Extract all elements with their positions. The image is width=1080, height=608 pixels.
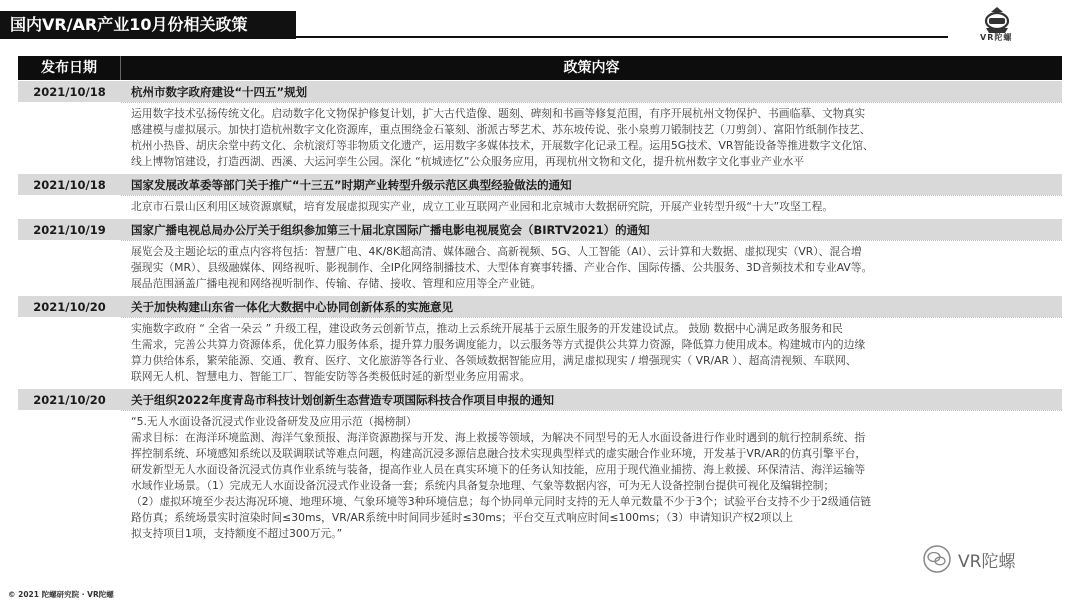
row-body-line: 需求目标：在海洋环境监测、海洋气象预报、海洋资源勘探与开发、海上救援等领域，为解决不同型号的无人水面设备进行作业时遇到的航行控制系统、指 xyxy=(131,431,866,444)
watermark xyxy=(922,542,1050,576)
row-title: 关于加快构建山东省一体化大数据中心协同创新体系的实施意见 xyxy=(131,300,453,314)
logo-text: VR陀螺 xyxy=(980,33,1013,42)
row-body-line: 运用数字技术弘扬传统文化。启动数字化文物保护修复计划，扩大古代造像、题刻、碑刻和书画等修复范围，有序开展杭州文物保护、书画临摹、文物真实 xyxy=(131,107,866,120)
row-date: 2021/10/18 xyxy=(33,85,106,99)
row-body-line: 感建模与虚拟展示。加快打造杭州数字文化资源库，重点围绕金石篆刻、浙派古琴艺术、苏东坡传说、张小泉剪刀锻制技艺（刀剪剑）、富阳竹纸制作技艺、 xyxy=(131,123,871,136)
page-title: 国内VR/AR产业10月份相关政策 xyxy=(0,11,296,39)
wechat-icon xyxy=(922,544,952,574)
footer-copyright: © 2021 陀螺研究院 · VR陀螺 xyxy=(8,590,114,599)
row-body xyxy=(18,317,1062,388)
row-date: 2021/10/19 xyxy=(33,223,106,237)
row-body xyxy=(18,410,1062,545)
row-title: 关于组织2022年度青岛市科技计划创新生态营造专项国际科技合作项目申报的通知 xyxy=(131,393,555,407)
row-body xyxy=(18,240,1062,295)
row-body-line: 挥控制系统、环境感知系统以及联调联试等难点问题，构建高沉浸多源信息融合技术实现典型样式的虚实融合作业环境，开发基于VR/AR的仿真引擎平台， xyxy=(131,447,867,460)
row-body-line: 强现实（MR）、县级融媒体、网络视听、影视制作、全IP化网络制播技术、大型体育赛事转播、产业合作、国际传播、公共服务、3D音频技术和专业AV等。 xyxy=(131,261,873,274)
row-title: 国家广播电视总局办公厅关于组织参加第三十届北京国际广播电影电视展览会（BIRTV2021）的通知 xyxy=(131,223,650,237)
row-date: 2021/10/20 xyxy=(33,300,106,314)
row-body-line: 展览会及主题论坛的重点内容将包括：智慧广电、4K/8K超高清、媒体融合、高新视频、5G、人工智能（AI）、云计算和大数据、虚拟现实（VR）、混合增 xyxy=(131,245,862,258)
row-body xyxy=(18,102,1062,173)
policy-table xyxy=(18,56,1062,545)
table-header-row xyxy=(18,56,1062,80)
row-title: 国家发展改革委等部门关于推广“十三五”时期产业转型升级示范区典型经验做法的通知 xyxy=(131,178,572,192)
row-body-line: 杭州小热昏、胡庆余堂中药文化、余杭滚灯等非物质文化遗产，运用数字多媒体技术，开展数字化记录工程。运用5G技术、VR智能设备等推进数字文化馆、 xyxy=(131,139,874,152)
row-body-line: 实施数字政府 “ 全省一朵云 ” 升级工程，建设政务云创新节点，推动上云系统开展基于云原生服务的开发建设试点。 鼓励 数据中心满足政务服务和民 xyxy=(131,322,843,335)
column-header-date: 发布日期 xyxy=(18,56,121,80)
table-row xyxy=(18,218,1062,240)
table-row xyxy=(18,295,1062,317)
row-body-line: 算力供给体系，繁荣能源、交通、教育、医疗、文化旅游等各行业、各领域数据智能应用，满足虚拟现实 / 增强现实（ VR/AR ）、超高清视频、车联网、 xyxy=(131,354,857,367)
title-underline xyxy=(296,36,948,38)
row-body-line: 路仿真；系统场景实时渲染时间≤30ms，VR/AR系统中时间同步延时≤30ms；平台交互式响应时间≤100ms；（3）申请知识产权2项以上 xyxy=(131,511,794,524)
row-body-line: 展品范围涵盖广播电视和网络视听制作、传输、存储、接收、管理和应用等全产业链。 xyxy=(131,277,542,290)
table-row xyxy=(18,173,1062,195)
row-body-line: 研发新型无人水面设备沉浸式仿真作业系统与装备，提高作业人员在真实环境下的任务认知技能，应用于现代渔业捕捞、海上救援、环保清洁、海洋运输等 xyxy=(131,463,866,476)
row-body-line: 联网无人机、智慧电力、智能工厂、智能安防等各类极低时延的新型业务应用需求。 xyxy=(131,370,531,383)
row-title: 杭州市数字政府建设“十四五”规划 xyxy=(131,85,308,99)
row-body-line: 水域作业场景。（1）完成无人水面设备沉浸式作业设备一套；系统内具备复杂地理、气象等数据内容，可为无人设备控制台提供可视化及编辑控制； xyxy=(131,479,835,492)
row-body-line: 北京市石景山区利用区域资源禀赋，培育发展虚拟现实产业，成立工业互联网产业园和北京城市大数据研究院，开展产业转型升级“十大”攻坚工程。 xyxy=(131,200,834,213)
title-bar xyxy=(0,0,1080,44)
column-header-content: 政策内容 xyxy=(563,60,620,76)
row-date: 2021/10/18 xyxy=(33,178,106,192)
table-row xyxy=(18,80,1062,102)
watermark-text: VR陀螺 xyxy=(958,551,1016,572)
row-body xyxy=(18,195,1062,218)
row-body-line: “5.无人水面设备沉浸式作业设备研发及应用示范（揭榜制） xyxy=(131,415,417,428)
row-date: 2021/10/20 xyxy=(33,393,106,407)
table-row xyxy=(18,388,1062,410)
row-body-line: 生需求，完善公共算力资源体系，优化算力服务体系，提升算力服务调度能力，以云服务等方式提供公共算力资源，降低算力使用成本。构建城市内的边缘 xyxy=(131,338,866,351)
row-body-line: 线上博物馆建设，打造西湖、西溪、大运河孪生公园。深化 “杭城迹忆”公众服务应用，再现杭州文物和文化，提升杭州数字文化事业产业水平 xyxy=(131,155,805,168)
row-body-line: （2）虚拟环境至少表达海况环境、地理环境、气象环境等3种环境信息；每个协同单元同时支持的无人单元数量不少于3个；试验平台支持不少于2级通信链 xyxy=(131,495,872,508)
row-body-line: 拟支持项目1项，支持额度不超过300万元。” xyxy=(131,527,343,540)
